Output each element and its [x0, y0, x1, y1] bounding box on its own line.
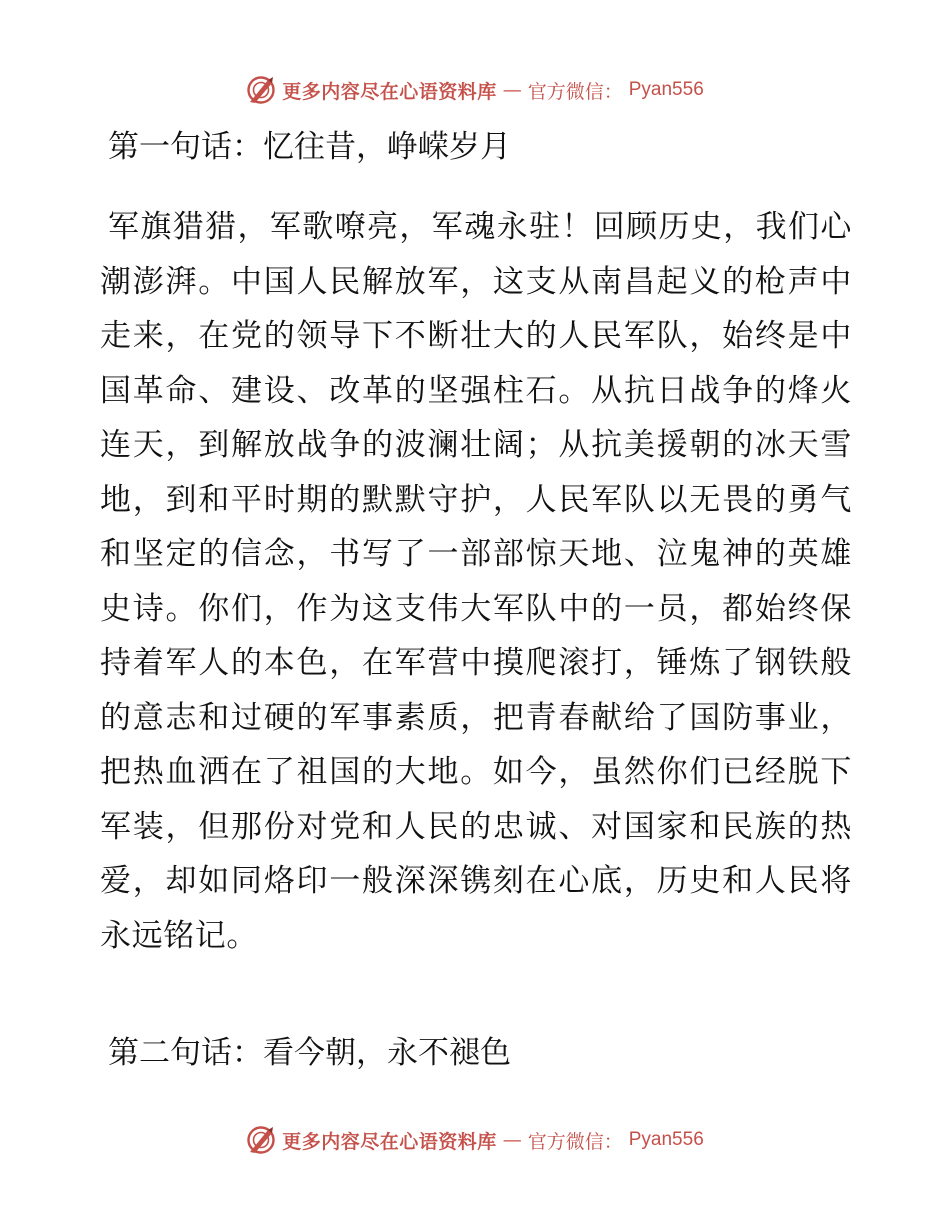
quill-pen-logo-icon — [246, 75, 276, 105]
watermark-dash: — — [502, 1129, 522, 1151]
section-1-paragraph: 军旗猎猎，军歌嘹亮，军魂永驻！回顾历史，我们心潮澎湃。中国人民解放军，这支从南昌起义的枪声中走来，在党的领导下不断壮大的人民军队，始终是中国革命、建设、改革的坚强柱石。从抗日战争的烽火连天，到解放战争的波澜壮阔；从抗美援朝的冰天雪地，到和平时期的默默守护，人民军队以无畏的勇气和坚定的信念，书写了一部部惊天地、泣鬼神的英雄史诗。你们，作为这支伟大军队中的一员，都始终保持着军人的本色，在军营中摸爬滚打，锤炼了钢铁般的意志和过硬的军事素质，把青春献给了国防事业，把热血洒在了祖国的大地。如今，虽然你们已经脱下军装，但那份对党和人民的忠诚、对国家和民族的热爱，却如同烙印一般深深镌刻在心底，历史和人民将永远铭记。 — [100, 209, 852, 954]
watermark-wechat-id: Pyan556 — [628, 1129, 704, 1150]
watermark-dash: — — [502, 79, 522, 101]
header-watermark — [0, 70, 950, 110]
section-1-heading: 第一句话：忆往昔，峥嵘岁月 — [108, 129, 511, 165]
watermark-label: 官方微信： — [527, 1130, 623, 1153]
section-2-heading: 第二句话：看今朝，永不褪色 — [108, 1035, 511, 1071]
watermark-wechat-id: Pyan556 — [628, 79, 704, 100]
watermark-label: 官方微信： — [527, 80, 623, 103]
quill-pen-logo-icon — [246, 1125, 276, 1155]
footer-watermark — [0, 1120, 950, 1160]
watermark-brand: 更多内容尽在心语资料库 — [282, 80, 497, 103]
watermark-brand: 更多内容尽在心语资料库 — [282, 1130, 497, 1153]
